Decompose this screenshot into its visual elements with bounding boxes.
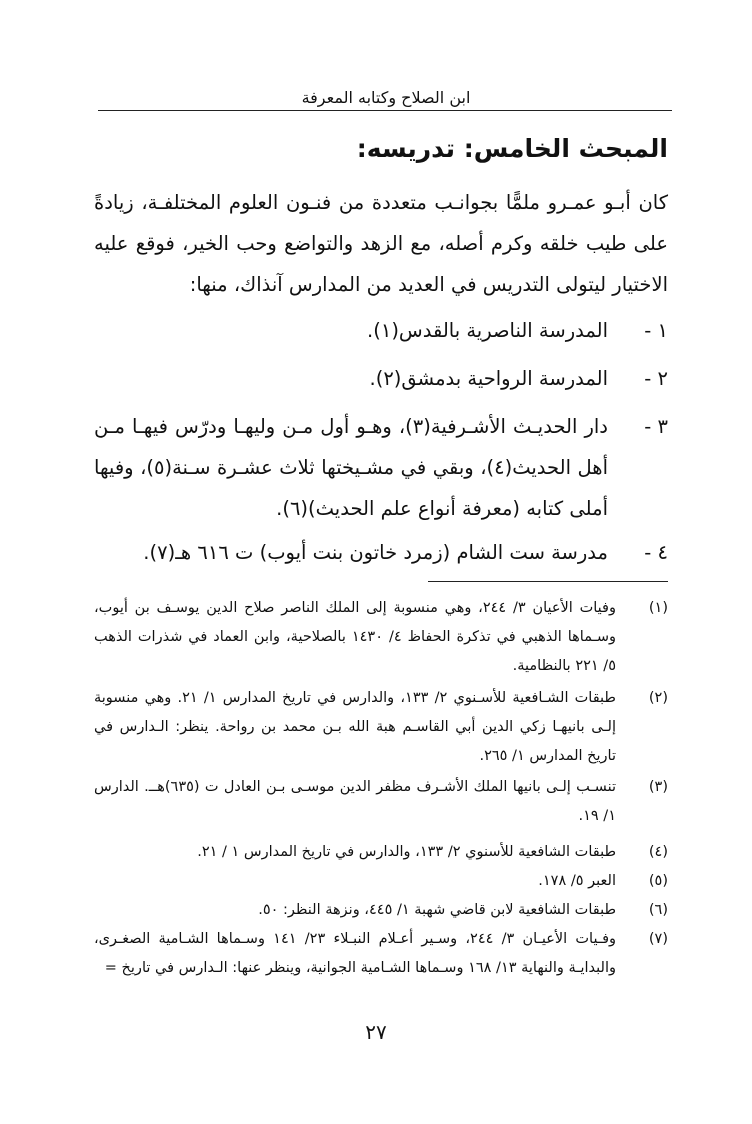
footnote-text: العبر ٥/ ١٧٨. [538,873,616,889]
footnote-number: (٣) [648,779,668,795]
footnote [94,594,668,681]
list-item-number: ٣ - [644,415,668,438]
running-header: ابن الصلاح وكتابه المعرفة [301,88,471,107]
footnote-text: تنسـب إلـى بانيها الملك الأشـرف مظفر الدين موسـى بـن العادل ت (٦٣٥)هــ. الدارس ١/ ١٩. [94,779,616,824]
list-item-number: ١ - [644,319,668,342]
header-divider [98,110,672,111]
list-item-text: دار الحديـث الأشـرفية(٣)، وهـو أول مـن وليهـا ودرّس فيهـا مـن أهل الحديث(٤)، وبقي في مشـيختها ثلاث عشـرة سـنة(٥)، وفيها أملى كتابه (معرفة أنواع علم الحديث)(٦). [94,415,608,520]
list-item-number: ٢ - [644,367,668,390]
section-heading: المبحث الخامس: تدريسه: [356,134,668,163]
footnote [94,684,668,771]
footnote-number: (٧) [648,931,668,947]
page-number: ٢٧ [365,1020,387,1044]
footnote-text: طبقات الشـافعية للأسـنوي ٢/ ١٣٣، والدارس في تاريخ المدارس ١/ ٢١. وهي منسوبة إلـى بانيهـا زكي الدين أبي القاسـم هبة الله بـن محمد بن رواحة. ينظر: الـدارس في تاريخ المدارس ١/ ٢٦٥. [94,690,616,764]
footnote [94,773,668,831]
footnote-text: وفيات الأعيان ٣/ ٢٤٤، وهي منسوبة إلى الملك الناصر صلاح الدين يوسـف بن أيوب، وسـماها الذهبي في تذكرة الحفاظ ٤/ ١٤٣٠ بالصلاحية، وابن العماد في شذرات الذهب ٥/ ٢٢١ بالنظامية. [94,600,616,674]
footnote-number: (١) [648,600,668,616]
footnote [94,867,668,896]
footnote [94,925,668,983]
footnote-text: طبقات الشافعية لابن قاضي شهبة ١/ ٤٤٥، ونزهة النظر: ٥٠. [258,902,616,918]
list-item [94,406,668,529]
footnote-number: (٢) [648,690,668,706]
footnote-text: طبقات الشافعية للأسنوي ٢/ ١٣٣، والدارس في تاريخ المدارس ١ / ٢١. [197,844,616,860]
footnote [94,838,668,867]
footnote-number: (٦) [648,902,668,918]
intro-paragraph: كان أبـو عمـرو ملمًّا بجوانـب متعددة من فنـون العلوم المختلفـة، زيادةً على طيب خلقه وكرم أصله، مع الزهد والتواضع وحب الخير، فوقع عليه الاختيار ليتولى التدريس في العديد من المدارس آنذاك، منها: [94,191,668,296]
footnote-number: (٥) [648,873,668,889]
footnote-number: (٤) [648,844,668,860]
list-item-text: المدرسة الرواحية بدمشق(٢). [369,367,608,390]
footnote-text: وفـيات الأعيـان ٣/ ٢٤٤، وسـير أعـلام النبـلاء ٢٣/ ١٤١ وسـماها الشـامية الصغـرى، والبدايـة والنهاية ١٣/ ١٦٨ وسـماها الشـامية الجوانية، وينظر عنها: الـدارس في تاريخ = [94,931,617,976]
list-item [94,358,668,399]
list-item-number: ٤ - [644,541,668,564]
list-item [94,532,668,573]
footnote [94,896,668,925]
list-item [94,310,668,351]
list-item-text: المدرسة الناصرية بالقدس(١). [367,319,608,342]
footnote-divider [428,581,668,582]
list-item-text: مدرسة ست الشام (زمرد خاتون بنت أيوب) ت ٦١٦ هـ(٧). [143,541,608,564]
